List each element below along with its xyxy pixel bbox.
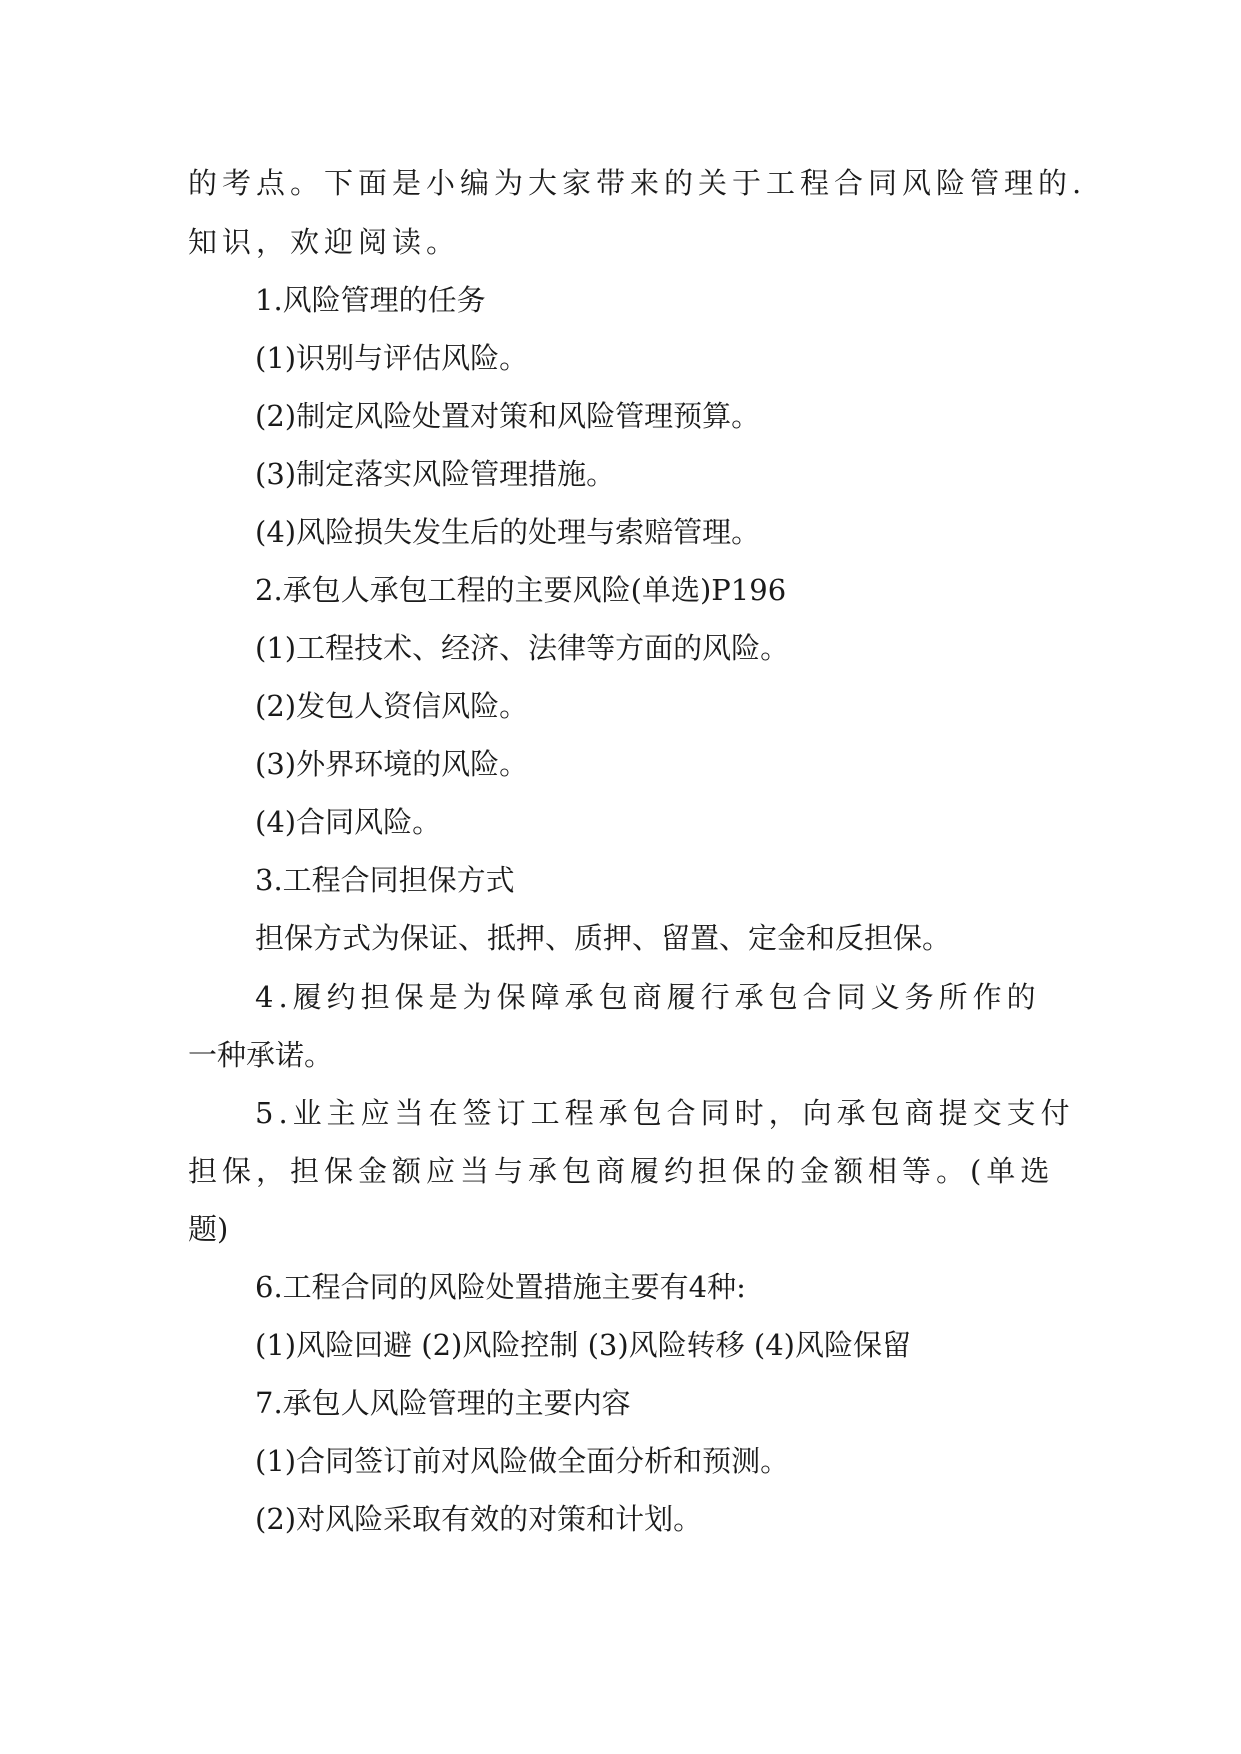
section-heading: 2.承包人承包工程的主要风险(单选)P196: [255, 573, 787, 607]
paragraph-line: 知识，欢迎阅读。: [188, 225, 461, 259]
paragraph-line: 担保方式为保证、抵押、质押、留置、定金和反担保。: [255, 921, 952, 955]
list-item: (4)合同风险。: [255, 805, 442, 839]
section-heading: 6.工程合同的风险处置措施主要有4种:: [255, 1270, 746, 1304]
list-item: (3)制定落实风险管理措施。: [255, 457, 616, 491]
paragraph-line: 担保，担保金额应当与承包商履约担保的金额相等。(单选: [188, 1154, 1055, 1188]
paragraph-line: 一种承诺。: [188, 1038, 334, 1072]
list-item: (1)识别与评估风险。: [255, 341, 529, 375]
list-item: (1)合同签订前对风险做全面分析和预测。: [255, 1444, 790, 1478]
paragraph-line: 题): [188, 1212, 229, 1246]
paragraph-line: 5.业主应当在签订工程承包合同时，向承包商提交支付: [255, 1096, 1075, 1130]
list-item: (2)制定风险处置对策和风险管理预算。: [255, 399, 761, 433]
list-item: (1)工程技术、经济、法律等方面的风险。: [255, 631, 790, 665]
paragraph-line: 的考点。下面是小编为大家带来的关于工程合同风险管理的.: [188, 166, 1087, 200]
section-heading: 1.风险管理的任务: [255, 283, 486, 317]
list-item: (1)风险回避 (2)风险控制 (3)风险转移 (4)风险保留: [255, 1328, 911, 1362]
section-heading: 7.承包人风险管理的主要内容: [255, 1386, 631, 1420]
section-heading: 3.工程合同担保方式: [255, 863, 515, 897]
list-item: (4)风险损失发生后的处理与索赔管理。: [255, 515, 761, 549]
list-item: (2)发包人资信风险。: [255, 689, 529, 723]
list-item: (2)对风险采取有效的对策和计划。: [255, 1502, 703, 1536]
list-item: (3)外界环境的风险。: [255, 747, 529, 781]
paragraph-line: 4.履约担保是为保障承包商履行承包合同义务所作的: [255, 980, 1041, 1014]
